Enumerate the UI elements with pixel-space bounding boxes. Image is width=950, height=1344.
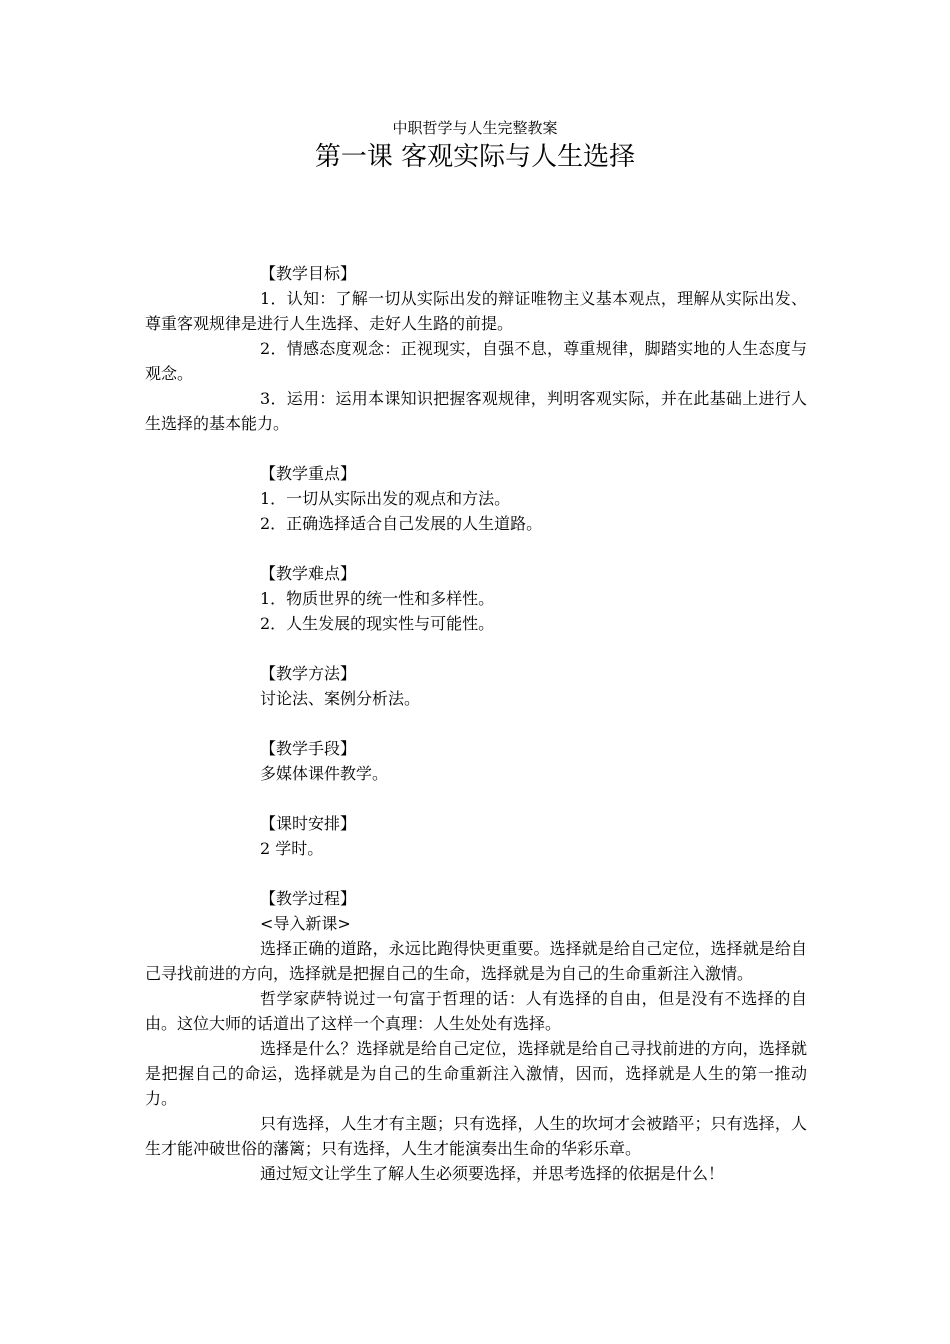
section-spacer xyxy=(145,711,807,736)
section-heading-schedule: 【课时安排】 xyxy=(260,814,357,833)
key-point-item: 2．正确选择适合自己发展的人生道路。 xyxy=(260,514,543,533)
key-point-item: 1．一切从实际出发的观点和方法。 xyxy=(260,489,511,508)
section-spacer xyxy=(145,861,807,886)
section-spacer xyxy=(145,636,807,661)
schedule-text: 2 学时。 xyxy=(260,839,324,858)
process-paragraph: 选择正确的道路，永远比跑得快更重要。选择就是给自己定位，选择就是给自己寻找前进的方向，选择就是把握自己的生命，选择就是为自己的生命重新注入激情。 xyxy=(145,939,807,983)
section-heading-means: 【教学手段】 xyxy=(260,739,357,758)
process-paragraph: 通过短文让学生了解人生必须要选择，并思考选择的依据是什么！ xyxy=(260,1164,725,1183)
section-heading-difficulties: 【教学难点】 xyxy=(260,564,357,583)
document-body xyxy=(145,261,807,1186)
difficulty-item: 1．物质世界的统一性和多样性。 xyxy=(260,589,495,608)
section-spacer xyxy=(145,536,807,561)
means-text: 多媒体课件教学。 xyxy=(260,764,389,783)
section-spacer xyxy=(145,436,807,461)
document-title: 第一课 客观实际与人生选择 xyxy=(314,142,636,172)
process-paragraph: 选择是什么？选择就是给自己定位，选择就是给自己寻找前进的方向，选择就是把握自己的命运，选择就是为自己的生命重新注入激情，因而，选择就是人生的第一推动力。 xyxy=(145,1039,807,1108)
section-heading-goals: 【教学目标】 xyxy=(260,264,357,283)
section-heading-key-points: 【教学重点】 xyxy=(260,464,357,483)
process-paragraph: 只有选择，人生才有主题；只有选择，人生的坎坷才会被踏平；只有选择，人生才能冲破世俗的藩篱；只有选择，人生才能演奏出生命的华彩乐章。 xyxy=(145,1114,807,1158)
section-heading-methods: 【教学方法】 xyxy=(260,664,357,683)
difficulty-item: 2．人生发展的现实性与可能性。 xyxy=(260,614,495,633)
section-heading-process: 【教学过程】 xyxy=(260,889,357,908)
process-paragraph: 哲学家萨特说过一句富于哲理的话：人有选择的自由，但是没有不选择的自由。这位大师的话道出了这样一个真理：人生处处有选择。 xyxy=(145,989,807,1033)
methods-text: 讨论法、案例分析法。 xyxy=(260,689,421,708)
goal-item: 3．运用：运用本课知识把握客观规律，判明客观实际，并在此基础上进行人生选择的基本能力。 xyxy=(145,389,807,433)
section-spacer xyxy=(145,786,807,811)
document-subtitle: 中职哲学与人生完整教案 xyxy=(392,119,558,137)
goal-item: 1．认知：了解一切从实际出发的辩证唯物主义基本观点，理解从实际出发、尊重客观规律是进行人生选择、走好人生路的前提。 xyxy=(145,289,807,333)
process-subheading: <导入新课> xyxy=(260,914,351,933)
goal-item: 2．情感态度观念：正视现实，自强不息，尊重规律，脚踏实地的人生态度与观念。 xyxy=(145,339,807,383)
